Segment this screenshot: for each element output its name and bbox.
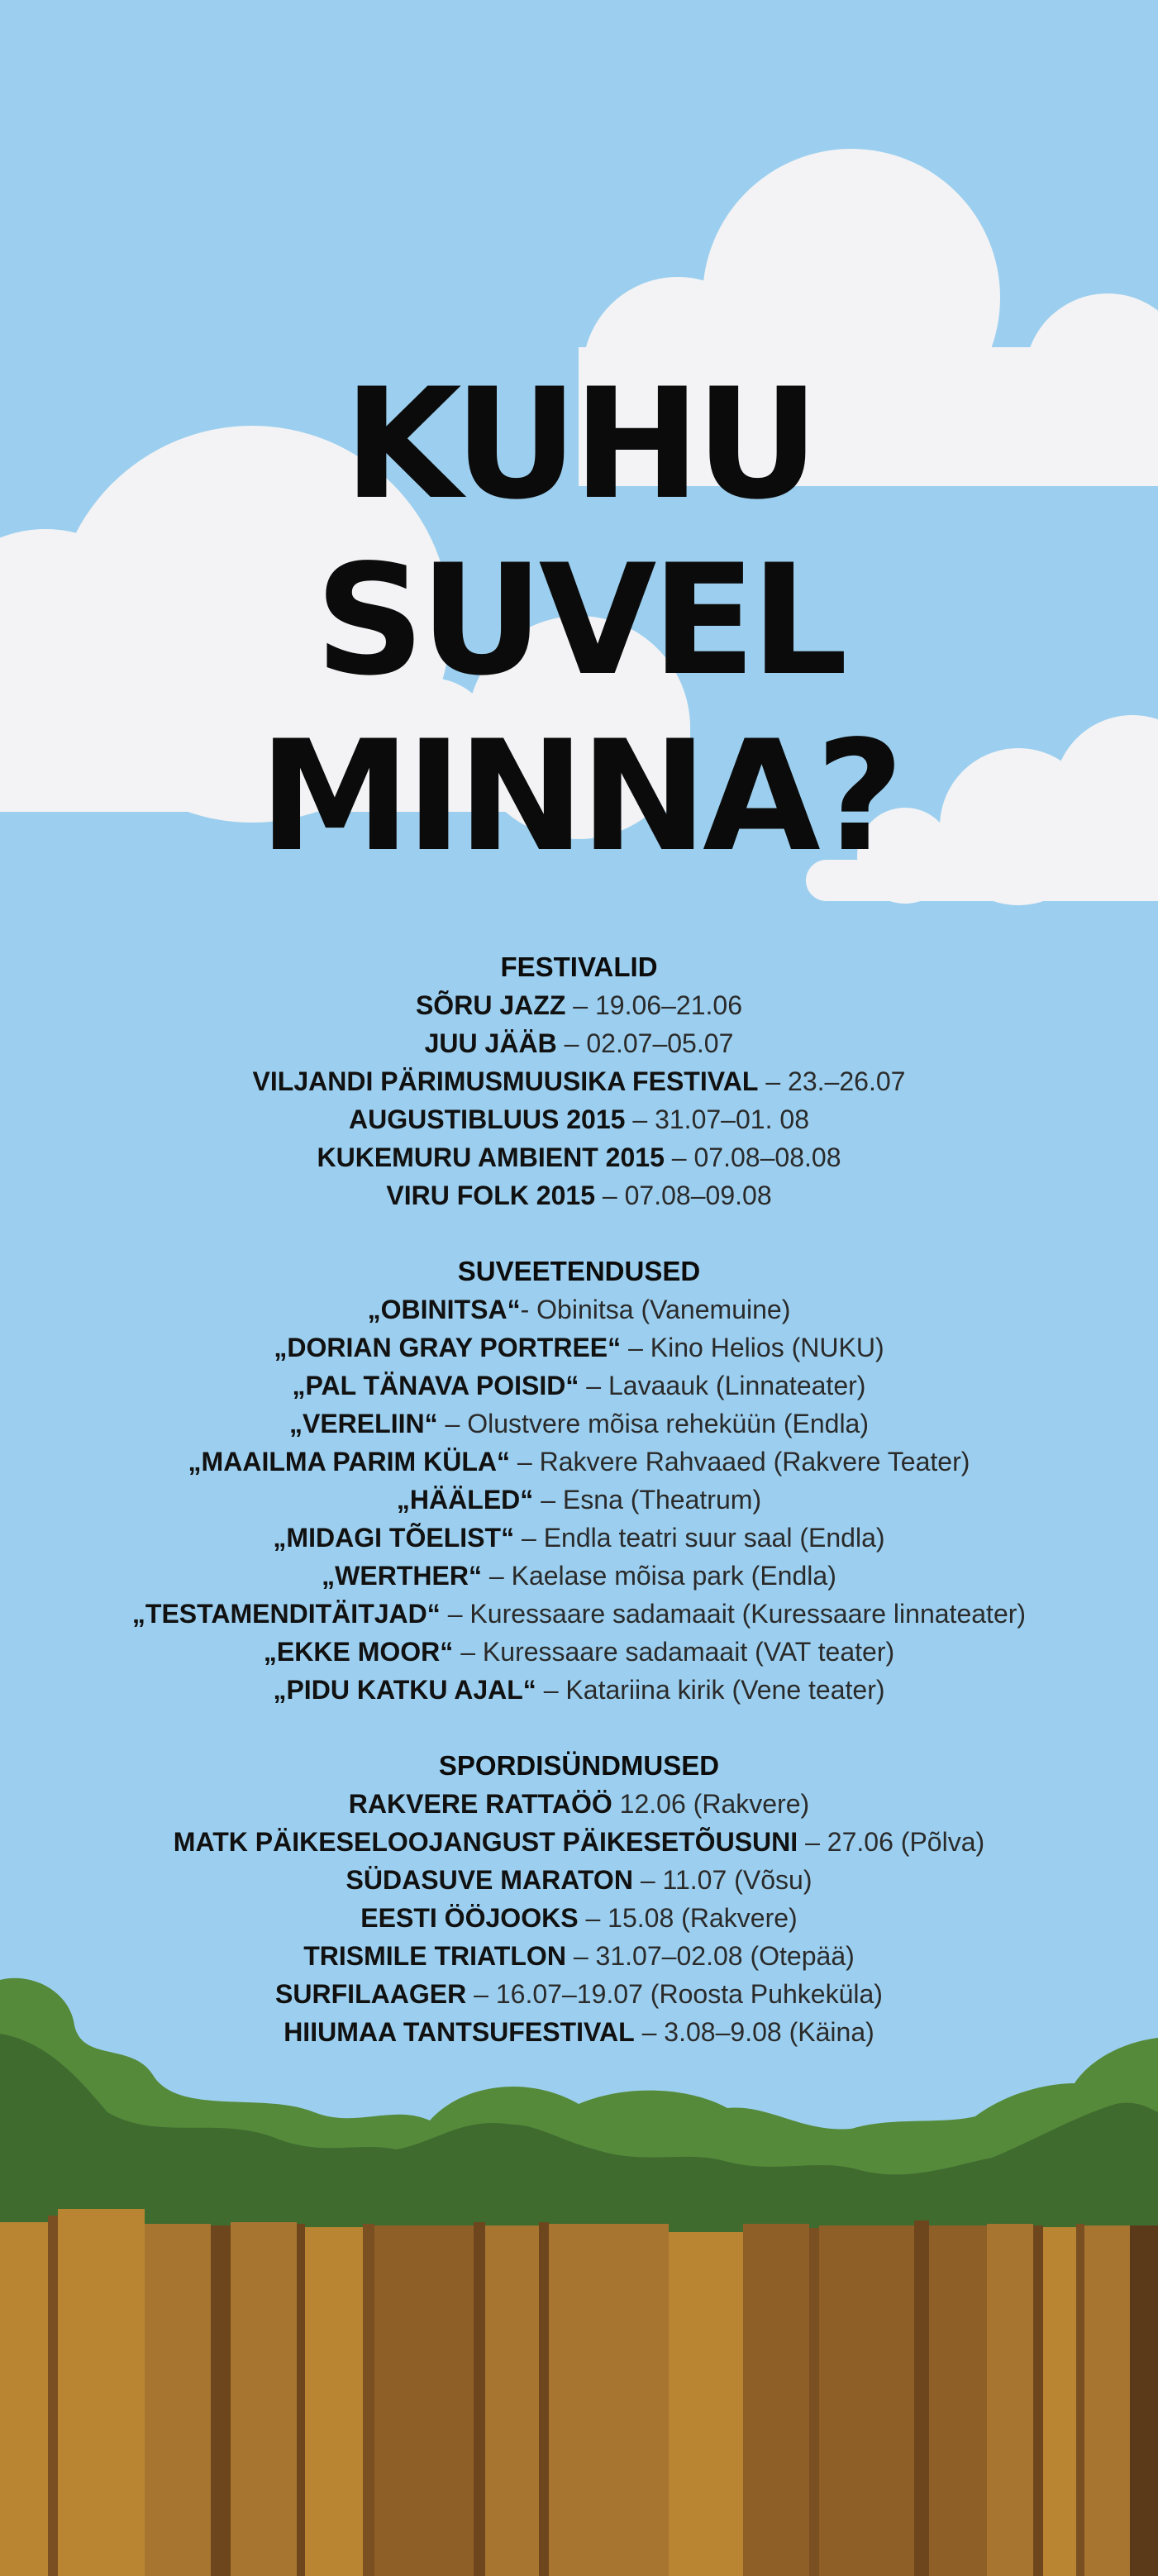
- event-item: [0, 1138, 1158, 1176]
- event-detail: – 27.06 (Põlva): [798, 1827, 985, 1857]
- event-detail: – 15.08 (Rakvere): [578, 1903, 798, 1933]
- event-name: VILJANDI PÄRIMUSMUUSIKA FESTIVAL: [252, 1066, 759, 1096]
- event-item: [0, 1100, 1158, 1138]
- title-line-3: MINNA?: [259, 708, 899, 885]
- event-item: [0, 1443, 1158, 1481]
- event-name: „OBINITSA“: [367, 1295, 521, 1324]
- event-item: [0, 1785, 1158, 1823]
- event-name: „PIDU KATKU AJAL“: [273, 1675, 536, 1705]
- event-detail: – Katariina kirik (Vene teater): [536, 1675, 885, 1705]
- event-detail: – 19.06–21.06: [565, 990, 743, 1020]
- event-name: SÜDASUVE MARATON: [345, 1865, 633, 1895]
- event-item: [0, 1595, 1158, 1633]
- event-detail: 12.06 (Rakvere): [612, 1789, 810, 1819]
- event-name: HIIUMAA TANTSUFESTIVAL: [284, 2017, 635, 2047]
- event-listing: [0, 948, 1158, 2089]
- section-spordisündmused: [0, 1747, 1158, 2051]
- event-item: [0, 1671, 1158, 1709]
- event-name: JUU JÄÄB: [424, 1028, 557, 1058]
- event-detail: – 16.07–19.07 (Roosta Puhkeküla): [466, 1979, 883, 2009]
- event-name: „DORIAN GRAY PORTREE“: [274, 1333, 622, 1362]
- title-line-1: KUHU: [343, 356, 815, 533]
- event-item: [0, 1557, 1158, 1595]
- event-name: SÕRU JAZZ: [415, 990, 566, 1020]
- event-item: [0, 1329, 1158, 1367]
- event-name: „HÄÄLED“: [396, 1485, 534, 1515]
- event-name: „PAL TÄNAVA POISID“: [292, 1371, 579, 1400]
- section-suveetendused: [0, 1252, 1158, 1709]
- section-title: SPORDISÜNDMUSED: [438, 1750, 720, 1781]
- event-name: MATK PÄIKESELOOJANGUST PÄIKESETÕUSUNI: [173, 1827, 798, 1857]
- event-name: „MAAILMA PARIM KÜLA“: [188, 1447, 511, 1476]
- event-item: [0, 1481, 1158, 1519]
- section-title: FESTIVALID: [500, 952, 658, 982]
- event-detail: – 07.08–08.08: [664, 1143, 841, 1172]
- event-name: SURFILAAGER: [275, 1979, 467, 2009]
- event-detail: – 31.07–01. 08: [625, 1104, 809, 1134]
- event-detail: – Kuressaare sadamaait (VAT teater): [453, 1637, 895, 1667]
- event-name: TRISMILE TRIATLON: [303, 1941, 566, 1971]
- event-name: EESTI ÖÖJOOKS: [360, 1903, 579, 1933]
- event-item: [0, 1176, 1158, 1214]
- event-item: [0, 1367, 1158, 1405]
- event-detail: – Esna (Theatrum): [533, 1485, 762, 1515]
- event-detail: – 23.–26.07: [758, 1066, 906, 1096]
- event-name: „EKKE MOOR“: [263, 1637, 454, 1667]
- event-name: „TESTAMENDITÄITJAD“: [131, 1599, 441, 1629]
- event-detail: – Kaelase mõisa park (Endla): [482, 1561, 836, 1591]
- event-detail: – Olustvere mõisa reheküün (Endla): [437, 1409, 870, 1438]
- event-item: [0, 1519, 1158, 1557]
- event-item: [0, 986, 1158, 1024]
- event-item: [0, 1633, 1158, 1671]
- event-name: „VERELIIN“: [288, 1409, 438, 1438]
- event-detail: – 31.07–02.08 (Otepää): [565, 1941, 855, 1971]
- event-item: [0, 1975, 1158, 2013]
- event-item: [0, 1899, 1158, 1937]
- event-name: AUGUSTIBLUUS 2015: [349, 1104, 626, 1134]
- event-detail: – 3.08–9.08 (Käina): [634, 2017, 874, 2047]
- event-detail: – Kuressaare sadamaait (Kuressaare linnateater): [440, 1599, 1027, 1629]
- fence: [0, 2209, 1158, 2576]
- event-detail: – 11.07 (Võsu): [632, 1865, 813, 1895]
- event-name: KUKEMURU AMBIENT 2015: [317, 1143, 665, 1172]
- event-item: [0, 2013, 1158, 2051]
- event-item: [0, 1290, 1158, 1329]
- event-detail: – Rakvere Rahvaaed (Rakvere Teater): [510, 1447, 970, 1476]
- event-detail: – Endla teatri suur saal (Endla): [514, 1523, 885, 1553]
- event-name: VIRU FOLK 2015: [386, 1181, 595, 1210]
- event-name: „WERTHER“: [322, 1561, 482, 1591]
- event-item: [0, 1823, 1158, 1861]
- event-detail: – Kino Helios (NUKU): [621, 1333, 884, 1362]
- event-detail: – 02.07–05.07: [556, 1028, 734, 1058]
- event-name: „MIDAGI TÕELIST“: [273, 1523, 515, 1553]
- event-detail: – 07.08–09.08: [595, 1181, 772, 1210]
- event-item: [0, 1861, 1158, 1899]
- section-title: SUVEETENDUSED: [457, 1256, 701, 1286]
- event-detail: – Lavaauk (Linnateater): [579, 1371, 866, 1400]
- event-detail: - Obinitsa (Vanemuine): [520, 1295, 791, 1324]
- page-title: [0, 357, 1158, 885]
- event-name: RAKVERE RATTAÖÖ: [348, 1789, 612, 1819]
- event-item: [0, 1024, 1158, 1062]
- event-item: [0, 1062, 1158, 1100]
- event-item: [0, 1405, 1158, 1443]
- title-line-2: SUVEL: [315, 532, 843, 709]
- section-festivalid: [0, 948, 1158, 1214]
- event-item: [0, 1937, 1158, 1975]
